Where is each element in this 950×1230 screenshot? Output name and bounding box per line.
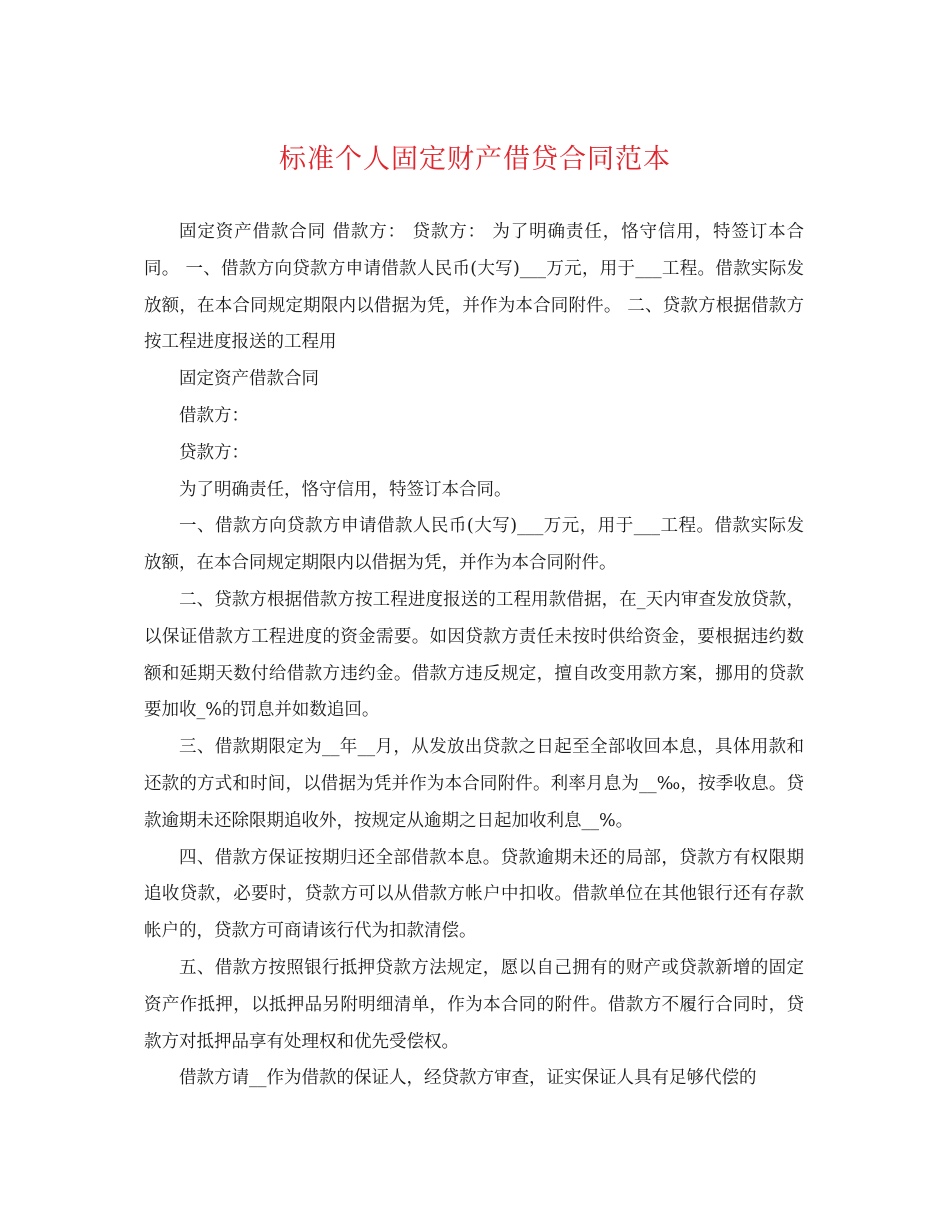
paragraph-guarantor: 借款方请__作为借款的保证人，经贷款方审查，证实保证人具有足够代偿的 (179, 1068, 757, 1089)
paragraph-borrower: 借款方： (179, 405, 249, 426)
document-body (144, 214, 804, 1097)
paragraph-clause-4: 四、借款方保证按期归还全部借款本息。贷款逾期未还的局部，贷款方有权限期追收贷款，必要时，贷款方可以从借款方帐户中扣收。借款单位在其他银行还有存款帐户的，贷款方可商请该行代为扣款清偿。 (144, 847, 804, 942)
paragraph-lender: 贷款方： (179, 442, 249, 463)
paragraph-contract-name: 固定资产借款合同 (179, 369, 319, 390)
document-title: 标准个人固定财产借贷合同范本 (279, 144, 671, 175)
paragraph-clause-1: 一、借款方向贷款方申请借款人民币(大写)___万元，用于___工程。借款实际发放额，在本合同规定期限内以借据为凭，并作为本合同附件。 (144, 516, 804, 574)
paragraph-clause-2: 二、贷款方根据借款方按工程进度报送的工程用款借据，在_天内审查发放贷款，以保证借款方工程进度的资金需要。如因贷款方责任未按时供给资金，要根据违约数额和延期天数付给借款方违约金。借款方违反规定，擅自改变用款方案，挪用的贷款要加收_%的罚息并如数追回。 (144, 589, 804, 721)
paragraph-summary: 固定资产借款合同 借款方： 贷款方： 为了明确责任，恪守信用，特签订本合同。 一、借款方向贷款方申请借款人民币(大写)___万元，用于___工程。借款实际发放额，在本合同规定期限内以借据为凭，并作为本合同附件。 二、贷款方根据借款方按工程进度报送的工程用 (144, 222, 804, 353)
paragraph-clause-5: 五、借款方按照银行抵押贷款方法规定，愿以自己拥有的财产或贷款新增的固定资产作抵押，以抵押品另附明细清单，作为本合同的附件。借款方不履行合同时，贷款方对抵押品享有处理权和优先受偿权。 (144, 957, 804, 1052)
paragraph-preamble: 为了明确责任，恪守信用，特签订本合同。 (179, 479, 512, 500)
paragraph-clause-3: 三、借款期限定为__年__月，从发放出贷款之日起至全部收回本息，具体用款和还款的方式和时间，以借据为凭并作为本合同附件。利率月息为__‰，按季收息。贷款逾期未还除限期追收外，按规定从逾期之日起加收利息__%。 (144, 737, 804, 831)
